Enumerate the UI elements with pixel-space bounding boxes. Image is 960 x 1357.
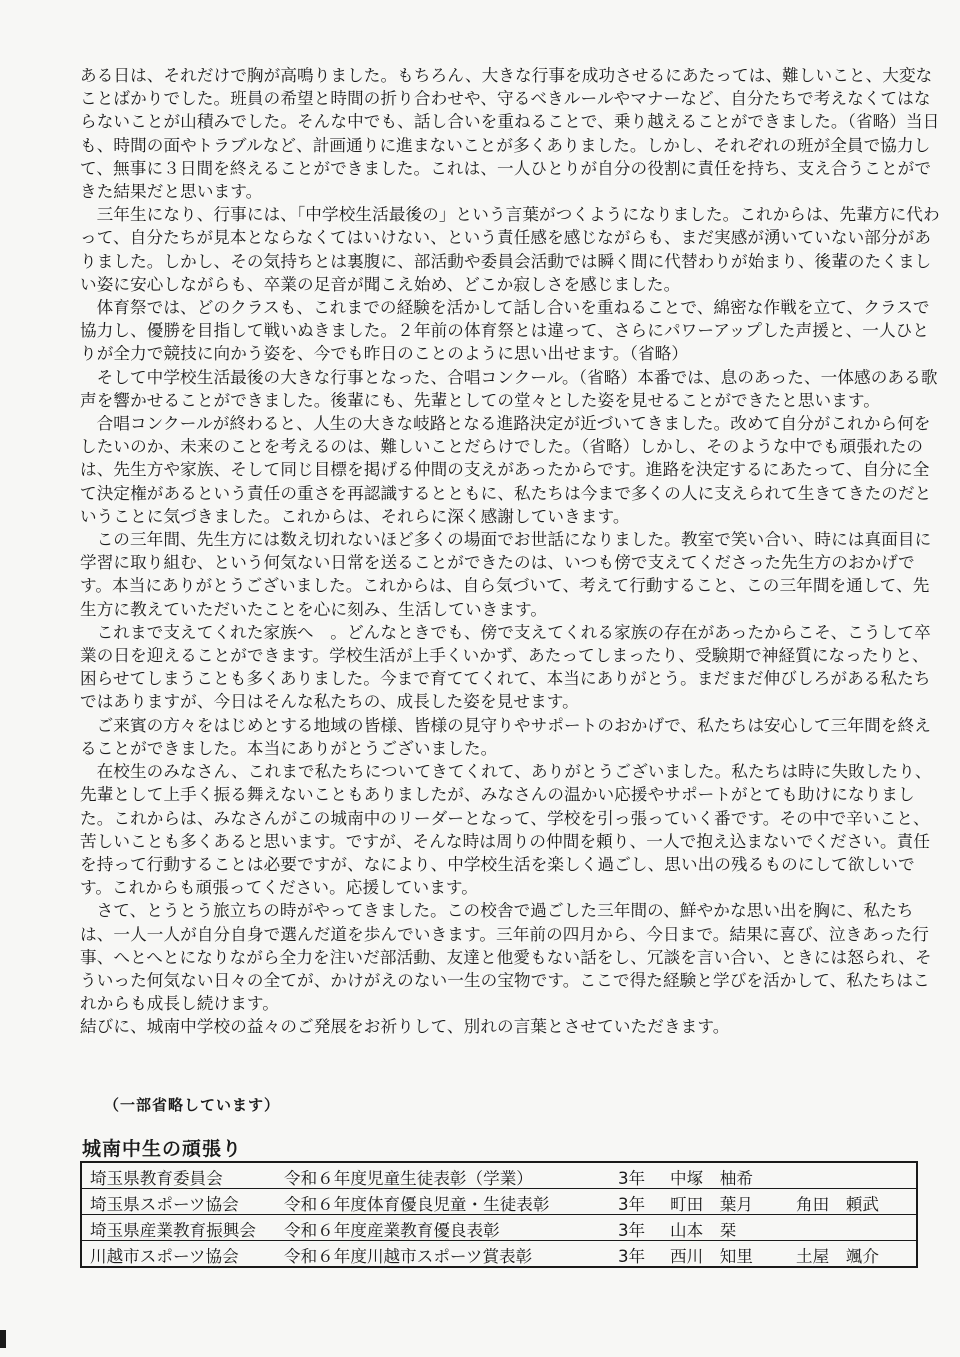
table-row — [81, 1189, 917, 1215]
award-student-name: 中塚 柚希 — [670, 1169, 753, 1188]
table-row — [81, 1162, 917, 1189]
award-student-name: 土屋 颯介 — [796, 1247, 879, 1266]
speech-paragraph: 在校生のみなさん、これまで私たちについてきてくれて、ありがとうございました。私たちは時に失敗したり、先輩として上手く振る舞えないこともありましたが、みなさんの温かい応援やサポートがとても助けになりました。これからは、みなさんがこの城南中のリーダーとなって、学校を引っ張っていく番です。その中で辛いこと、苦しいことも多くあると思います。ですが、そんな時は周りの仲間を頼り、一人で抱え込まないでください。責任を持って行動することは必要ですが、なにより、中学校生活を楽しく過ごし、思い出の残るものにして欲しいです。これからも頑張ってください。応援しています。 — [80, 762, 932, 898]
omission-note: （一部省略しています） — [104, 1096, 281, 1114]
award-organization: 埼玉県スポーツ協会 — [90, 1195, 239, 1214]
award-student-name: 西川 知里 — [670, 1247, 753, 1266]
award-name: 令和６年度児童生徒表彰（学業） — [284, 1169, 533, 1188]
award-grade: 3年 — [618, 1247, 646, 1266]
speech-paragraph: ある日は、それだけで胸が高鳴りました。もちろん、大きな行事を成功させるにあたっては、難しいこと、大変なことばかりでした。班員の希望と時間の折り合わせや、守るべきルールやマナーなど、自分たちで考えなくてはならないことが山積みでした。そんな中でも、話し合いを重ねることで、乗り越えることができました。（省略）当日も、時間の面やトラブルなど、計画通りに進まないことが多くありました。しかし、それぞれの班が全員で協力して、無事に３日間を終えることができました。これは、一人ひとりが自分の役割に責任を持ち、支え合うことができた結果だと思います。 — [80, 66, 940, 202]
award-name: 令和６年度体育優良児童・生徒表彰 — [284, 1195, 550, 1214]
award-name: 令和６年度川越市スポーツ賞表彰 — [284, 1247, 533, 1266]
speech-paragraph: ご来賓の方々をはじめとする地域の皆様、皆様の見守りやサポートのおかげで、私たちは安心して三年間を終えることができました。本当にありがとうございました。 — [80, 715, 931, 758]
award-name: 令和６年度産業教育優良表彰 — [284, 1221, 500, 1240]
section-title: 城南中生の頑張り — [82, 1138, 243, 1160]
speech-paragraph: 三年生になり、行事には、「中学校生活最後の」という言葉がつくようになりました。これからは、先輩方に代わって、自分たちが見本とならなくてはいけない、という責任感を感じながらも、まだ実感が湧いていない部分がありました。しかし、その気持ちとは裏腹に、部活動や委員会活動では瞬く間に代替わりが始まり、後輩のたくましい姿に安心しながらも、卒業の足音が聞こえ始め、どこか寂しさを感じました。 — [80, 205, 940, 294]
speech-closing: 結びに、城南中学校の益々のご発展をお祈りして、別れの言葉とさせていただきます。 — [80, 1017, 730, 1037]
award-grade: 3年 — [618, 1221, 646, 1240]
speech-paragraph: 合唱コンクールが終わると、人生の大きな岐路となる進路決定が近づいてきました。改めて自分がこれから何をしたいのか、未来のことを考えるのは、難しいことだらけでした。（省略）しかし、そのような中でも頑張れたのは、先生方や家族、そして同じ目標を掲げる仲間の支えがあったからです。進路を決定するにあたって、自分に全て決定権があるという責任の重さを再認識するとともに、私たちは今まで多くの人に支えられて生きてきたのだということに気づきました。これからは、それらに深く感謝していきます。 — [80, 414, 932, 526]
farewell-speech-text — [80, 64, 940, 1039]
table-row — [81, 1215, 917, 1241]
award-organization: 埼玉県産業教育振興会 — [90, 1221, 256, 1240]
table-row — [81, 1241, 917, 1268]
speech-paragraph: そして中学校生活最後の大きな行事となった、合唱コンクール。（省略）本番では、息のあった、一体感のある歌声を響かせることができました。後輩にも、先輩としての堂々とした姿を見せることができたと思います。 — [80, 367, 938, 410]
award-student-name: 角田 頼武 — [796, 1195, 879, 1214]
speech-paragraph: これまで支えてくれた家族へ 。どんなときでも、傍で支えてくれる家族の存在があったからこそ、こうして卒業の日を迎えることができます。学校生活が上手くいかず、あたってしまったり、受験期で神経質になったりと、困らせてしまうことも多くありました。今まで育ててくれて、本当にありがとう。まだまだ伸びしろがある私たちではありますが、今日はそんな私たちの、成長した姿を見せます。 — [80, 622, 931, 712]
speech-paragraph: 体育祭では、どのクラスも、これまでの経験を活かして話し合いを重ねることで、綿密な作戦を立て、クラスで協力し、優勝を目指して戦いぬきました。２年前の体育祭とは違って、さらにパワーアップした声援と、一人ひとりが全力で競技に向かう姿を、今でも昨日のことのように思い出せます。（省略） — [80, 298, 930, 364]
award-student-name: 町田 葉月 — [670, 1195, 753, 1214]
speech-paragraph: この三年間、先生方には数え切れないほど多くの場面でお世話になりました。教室で笑い合い、時には真面目に学習に取り組む、という何気ない日常を送ることができたのは、いつも傍で支えてくださった先生方のおかげです。本当にありがとうございました。これからは、自ら気づいて、考えて行動すること、この三年間を通して、先生方に教えていただいたことを心に刻み、生活していきます。 — [80, 530, 932, 619]
awards-table — [80, 1161, 918, 1268]
scan-edge-mark — [0, 1330, 6, 1348]
award-grade: 3年 — [618, 1195, 646, 1214]
award-organization: 川越市スポーツ協会 — [90, 1247, 239, 1266]
award-organization: 埼玉県教育委員会 — [90, 1169, 223, 1188]
award-grade: 3年 — [618, 1169, 646, 1188]
speech-paragraph: さて、とうとう旅立ちの時がやってきました。この校舎で過ごした三年間の、鮮やかな思い出を胸に、私たちは、一人一人が自分自身で選んだ道を歩んでいきます。三年前の四月から、今日まで。結果に喜び、泣きあった行事、へとへとになりながら全力を注いだ部活動、友達と他愛もない話をし、冗談を言い合い、ときには怒られ、そういった何気ない日々の全てが、かけがえのない一生の宝物です。ここで得た経験と学びを活かして、私たちはこれからも成長し続けます。 — [80, 901, 932, 1014]
award-student-name: 山本 栞 — [670, 1221, 737, 1240]
